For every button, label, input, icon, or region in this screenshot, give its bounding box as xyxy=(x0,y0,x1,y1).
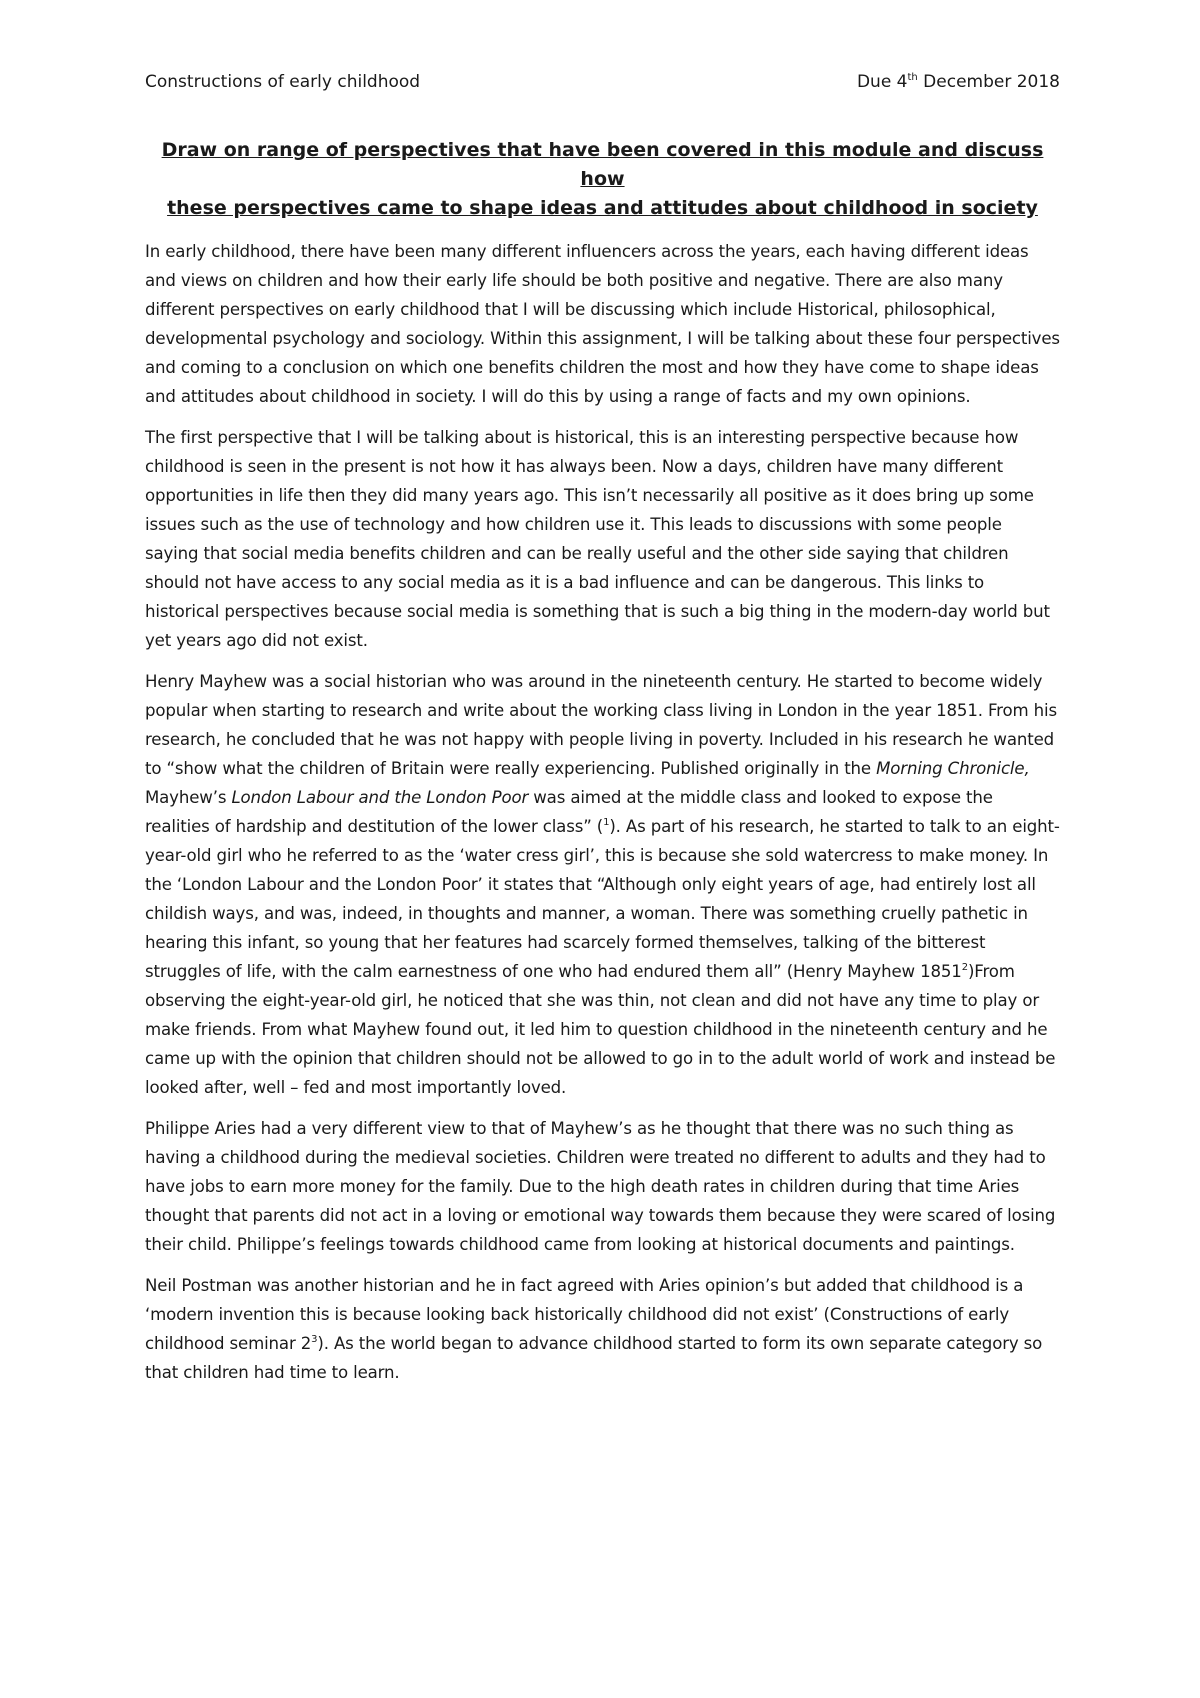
footnote-ref-3: 3 xyxy=(311,1334,318,1345)
document-page xyxy=(145,70,1060,1399)
paragraph-philippe-aries: Philippe Aries had a very different view to that of Mayhew’s as he thought that there was no such thing as having a childhood during the medieval societies. Children were treated no different to adults and they had to have jobs to earn more money for the family. Due to the high death rates in children during that time Aries thought that parents did not act in a loving or emotional way towards them because they were scared of losing their child. Philippe’s feelings towards childhood came from looking at historical documents and paintings. xyxy=(145,1119,1056,1254)
course-title: Constructions of early childhood xyxy=(145,72,421,92)
assignment-title-line-2: these perspectives came to shape ideas and attitudes about childhood in society xyxy=(167,197,1038,219)
paragraph-henry-mayhew: Henry Mayhew was a social historian who was around in the nineteenth century. He started to become widely popular when starting to research and write about the working class living in London in the year 1851. From his research, he concluded that he was not happy with people living in poverty. Included in his research he wanted to “show what the children of Britain were really experiencing. Published originally in the Morning Chronicle, Mayhew’s London Labour and the London Poor was aimed at the middle class and looked to expose the realities of hardship and destitution of the lower class” ($^1$). As part of his research, he started to talk to an eight-year-old girl who he referred to as the ‘water cress girl’, this is because she sold watercress to make money. In the ‘London Labour and the London Poor’ it states that “Although only eight years of age, had entirely lost all childish ways, and was, indeed, in thoughts and manner, a woman. There was something cruelly pathetic in hearing this infant, so young that her features had scarcely formed themselves, talking of the bitterest struggles of life, with the calm earnestness of one who had endured them all” (Henry Mayhew 1851$^2$)From observing the eight-year-old girl, he noticed that she was thin, not clean and did not have any time to play or make friends. From what Mayhew found out, it led him to question childhood in the nineteenth century and he came up with the opinion that children should not be allowed to go in to the adult world of work and instead be looked after, well – fed and most importantly loved. xyxy=(145,672,1060,1097)
due-date: Due 4th December 2018 xyxy=(856,72,1060,92)
paragraph-neil-postman: Neil Postman was another historian and he in fact agreed with Aries opinion’s but added that childhood is a ‘modern invention this is because looking back historically childhood did not exist’ (Constructions of early childhood seminar $2^3$). As the world began to advance childhood started to form its own separate category so that children had time to learn. xyxy=(145,1276,1043,1382)
assignment-title xyxy=(145,136,1060,223)
paragraph-introduction: In early childhood, there have been many different influencers across the years, each having different ideas and views on children and how their early life should be both positive and negative. There are also many different perspectives on early childhood that I will be discussing which include Historical, philosophical, developmental psychology and sociology. Within this assignment, I will be talking about these four perspectives and coming to a conclusion on which one benefits children the most and how they have come to shape ideas and attitudes about childhood in society. I will do this by using a range of facts and my own opinions. xyxy=(145,242,1060,406)
footnote-ref-2: 2 xyxy=(961,962,968,973)
assignment-title-line-1: Draw on range of perspectives that have been covered in this module and discuss how xyxy=(161,139,1044,190)
footnote-ref-1: 1 xyxy=(603,817,610,828)
page-header xyxy=(145,70,1060,94)
paragraph-historical-perspective: The first perspective that I will be talking about is historical, this is an interesting perspective because how childhood is seen in the present is not how it has always been. Now a days, children have many different opportunities in life then they did many years ago. This isn’t necessarily all positive as it does bring up some issues such as the use of technology and how children use it. This leads to discussions with some people saying that social media benefits children and can be really useful and the other side saying that children should not have access to any social media as it is a bad influence and can be dangerous. This links to historical perspectives because social media is something that is such a big thing in the modern-day world but yet years ago did not exist. xyxy=(145,428,1050,650)
